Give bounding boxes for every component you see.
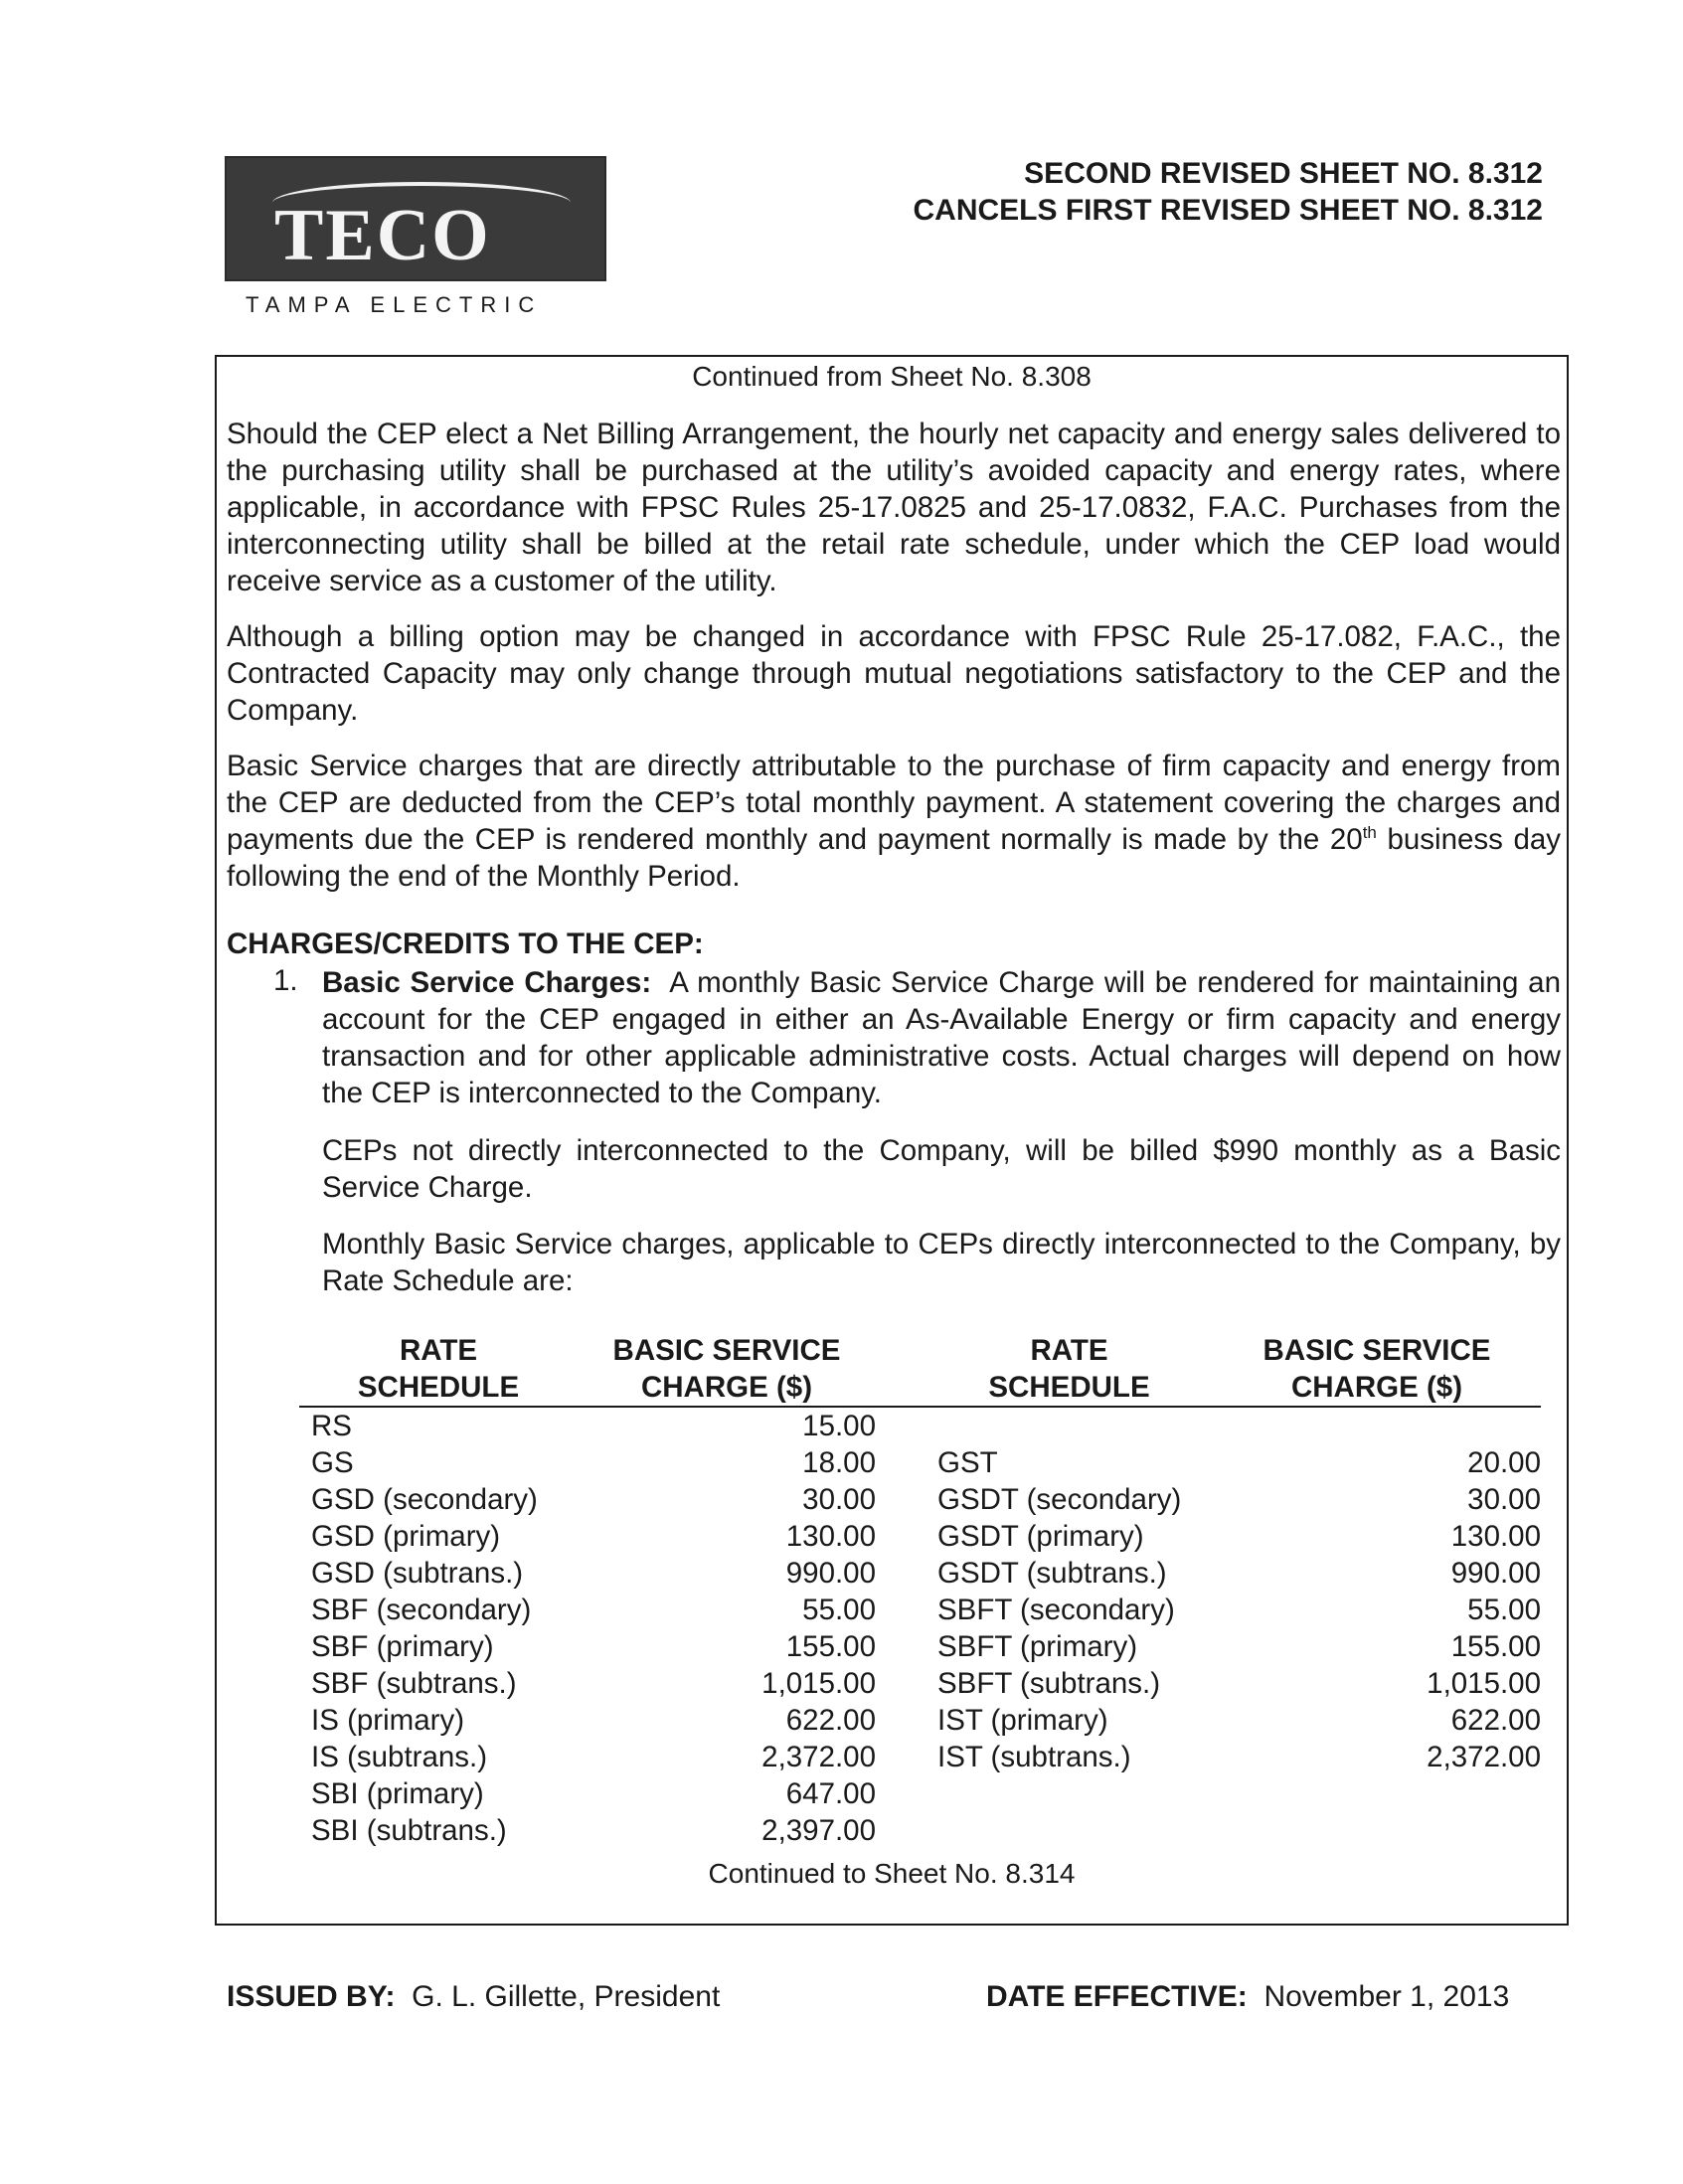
spacer-cell (876, 1444, 926, 1481)
right-rate-schedule: SBFT (subtrans.) (937, 1667, 1161, 1700)
right-rate-schedule: SBFT (primary) (937, 1630, 1138, 1663)
left-rate-schedule: GS (311, 1446, 354, 1479)
right-charge (1213, 1775, 1541, 1812)
left-charge: 647.00 (785, 1777, 876, 1810)
paragraph-basic-service-end: business day following the end of the Monthly Period. (227, 823, 1562, 893)
issued-by (227, 1980, 720, 2014)
right-charge: 2,372.00 (1427, 1741, 1541, 1773)
spacer-cell (876, 1481, 926, 1518)
right-charge: 155.00 (1450, 1630, 1541, 1663)
right-rate-schedule: GSDT (primary) (937, 1520, 1144, 1553)
date-effective (986, 1980, 1509, 2014)
continued-to: Continued to Sheet No. 8.314 (708, 1858, 1076, 1889)
right-charge: 20.00 (1467, 1446, 1541, 1479)
spacer-cell (876, 1555, 926, 1592)
table-row (299, 1739, 1541, 1775)
spacer-cell (876, 1739, 926, 1775)
left-rate-schedule: SBF (primary) (311, 1630, 494, 1663)
table-row (299, 1775, 1541, 1812)
spacer-cell (876, 1628, 926, 1665)
header-rate-schedule-right: RATE SCHEDULE (926, 1332, 1213, 1407)
right-rate-schedule: GST (937, 1446, 998, 1479)
right-charge: 1,015.00 (1427, 1667, 1541, 1700)
left-rate-schedule: SBF (subtrans.) (311, 1667, 517, 1700)
table-row (299, 1665, 1541, 1702)
sheet-number: SECOND REVISED SHEET NO. 8.312 (1024, 157, 1543, 190)
right-charge: 990.00 (1450, 1557, 1541, 1590)
paragraph-basic-service (227, 748, 1561, 895)
table-row (299, 1628, 1541, 1665)
teco-logo (225, 156, 606, 281)
left-rate-schedule: SBI (primary) (311, 1777, 484, 1810)
left-rate-schedule: GSD (secondary) (311, 1483, 538, 1516)
header-charge-left: BASIC SERVICE CHARGE ($) (578, 1332, 876, 1407)
table-row (299, 1444, 1541, 1481)
right-rate-schedule: IST (primary) (937, 1704, 1108, 1737)
item-number: 1. (273, 964, 298, 997)
left-rate-schedule: RS (311, 1410, 352, 1442)
issued-by-value: G. L. Gillette, President (412, 1980, 721, 2013)
left-charge: 990.00 (785, 1557, 876, 1590)
table-row (299, 1407, 1541, 1444)
right-charge: 622.00 (1450, 1704, 1541, 1737)
left-rate-schedule: SBF (secondary) (311, 1594, 532, 1626)
header-spacer (876, 1332, 926, 1407)
logo-subtitle: TAMPA ELECTRIC (246, 292, 543, 317)
cancels-line: CANCELS FIRST REVISED SHEET NO. 8.312 (913, 194, 1543, 227)
right-rate-schedule: GSDT (subtrans.) (937, 1557, 1167, 1590)
right-charge: 30.00 (1467, 1483, 1541, 1516)
date-effective-label: DATE EFFECTIVE: (986, 1980, 1248, 2013)
left-rate-schedule: IS (primary) (311, 1704, 465, 1737)
left-charge: 2,397.00 (761, 1814, 876, 1847)
spacer-cell (876, 1407, 926, 1444)
paragraph-basic-service-text: Basic Service charges that are directly attributable to the purchase of firm capacity and energy from the CEP are deducted from the CEP’s total monthly payment. A statement covering the charges and payments due the CEP is rendered monthly and payment normally is made by the 20 (227, 750, 1561, 856)
left-charge: 55.00 (802, 1594, 876, 1626)
spacer-cell (876, 1812, 926, 1849)
table-row (299, 1702, 1541, 1739)
header-charge-right: BASIC SERVICE CHARGE ($) (1213, 1332, 1541, 1407)
item-title: Basic Service Charges: (322, 966, 652, 999)
sheet-header (914, 155, 1543, 229)
continued-from: Continued from Sheet No. 8.308 (692, 361, 1092, 392)
left-charge: 622.00 (785, 1704, 876, 1737)
left-charge: 155.00 (785, 1630, 876, 1663)
right-charge (1213, 1812, 1541, 1849)
item-basic-service (322, 964, 1561, 1111)
right-rate-schedule: GSDT (secondary) (937, 1483, 1182, 1516)
right-charge: 55.00 (1467, 1594, 1541, 1626)
left-rate-schedule: GSD (primary) (311, 1520, 501, 1553)
table-intro: Monthly Basic Service charges, applicable to CEPs directly interconnected to the Company, by Rate Schedule are: (322, 1228, 1561, 1297)
left-charge: 130.00 (785, 1520, 876, 1553)
spacer-cell (876, 1775, 926, 1812)
left-rate-schedule: SBI (subtrans.) (311, 1814, 507, 1847)
spacer-cell (876, 1518, 926, 1555)
table-header-row (299, 1332, 1541, 1407)
paragraph-billing-option: Although a billing option may be changed in accordance with FPSC Rule 25-17.082, F.A.C., the Contracted Capacity may only change through mutual negotiations satisfactory to the CEP and the Company. (227, 620, 1561, 727)
right-rate-schedule: IST (subtrans.) (937, 1741, 1131, 1773)
left-charge: 18.00 (802, 1446, 876, 1479)
table-row (299, 1518, 1541, 1555)
table-row (299, 1555, 1541, 1592)
right-charge (1213, 1407, 1541, 1444)
ordinal-suffix: th (1362, 823, 1377, 843)
not-interconnected-note: CEPs not directly interconnected to the Company, will be billed $990 monthly as a Basic Service Charge. (322, 1134, 1561, 1204)
rate-table (299, 1332, 1541, 1849)
table-row (299, 1481, 1541, 1518)
item-text: A monthly Basic Service Charge will be rendered for maintaining an account for the CEP engaged in either an As-Available Energy or firm capacity and energy transaction and for other applicable administrative costs. Actual charges will depend on how the CEP is interconnected to the Company. (322, 966, 1561, 1109)
right-rate-schedule: SBFT (secondary) (937, 1594, 1175, 1626)
issued-by-label: ISSUED BY: (227, 1980, 396, 2013)
left-charge: 30.00 (802, 1483, 876, 1516)
spacer-cell (876, 1592, 926, 1628)
left-rate-schedule: GSD (subtrans.) (311, 1557, 524, 1590)
table-row (299, 1812, 1541, 1849)
left-charge: 1,015.00 (761, 1667, 876, 1700)
paragraph-net-billing: Should the CEP elect a Net Billing Arrangement, the hourly net capacity and energy sales delivered to the purchasing utility shall be purchased at the utility’s avoided capacity and energy rates, where applicable, in accordance with FPSC Rules 25-17.0825 and 25-17.0832, F.A.C. Purchases from the interconnecting utility shall be billed at the retail rate schedule, under which the CEP load would receive service as a customer of the utility. (227, 418, 1561, 597)
left-charge: 15.00 (802, 1410, 876, 1442)
charges-heading: CHARGES/CREDITS TO THE CEP: (227, 927, 704, 960)
right-rate-schedule (926, 1812, 1213, 1849)
right-rate-schedule (926, 1407, 1213, 1444)
table-row (299, 1592, 1541, 1628)
left-rate-schedule: IS (subtrans.) (311, 1741, 488, 1773)
spacer-cell (876, 1665, 926, 1702)
left-charge: 2,372.00 (761, 1741, 876, 1773)
rate-table-body (299, 1407, 1541, 1849)
right-charge: 130.00 (1450, 1520, 1541, 1553)
header-rate-schedule-left: RATE SCHEDULE (299, 1332, 578, 1407)
right-rate-schedule (926, 1775, 1213, 1812)
logo-wordmark: TECO (274, 195, 491, 276)
date-effective-value: November 1, 2013 (1263, 1980, 1510, 2013)
spacer-cell (876, 1702, 926, 1739)
